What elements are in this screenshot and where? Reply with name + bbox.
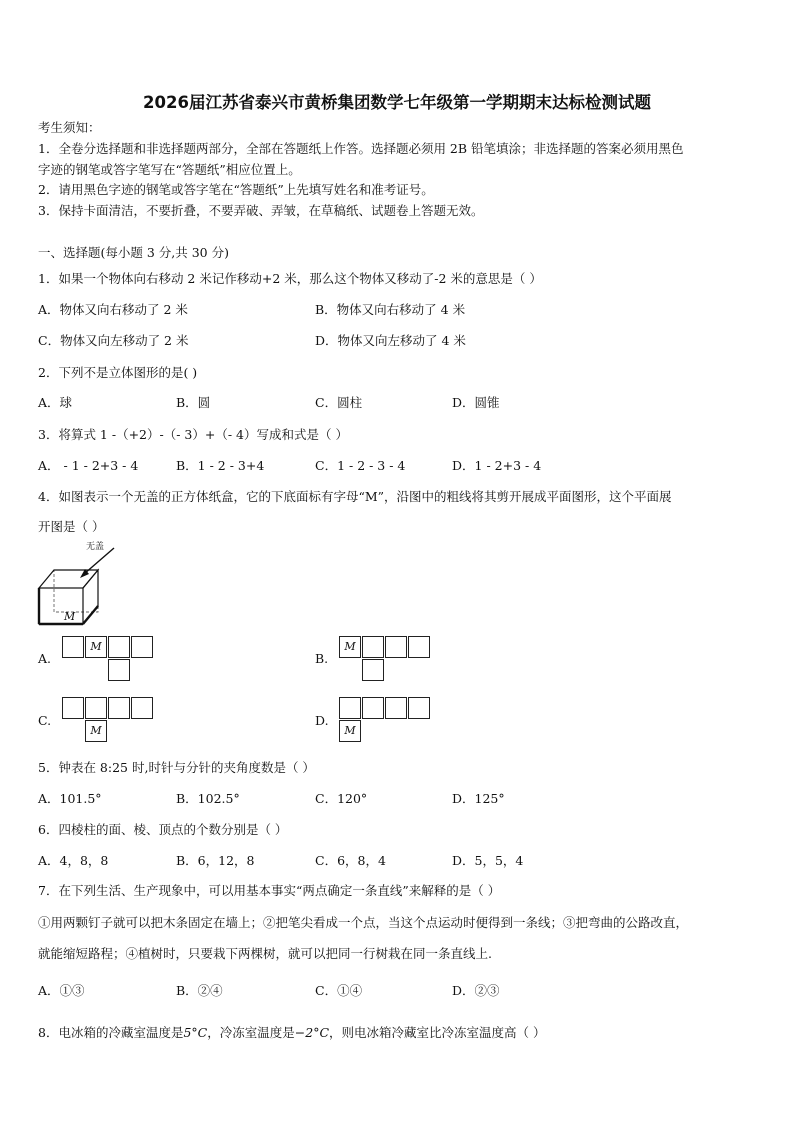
q1-option-d: D．物体又向左移动了 4 米 [315, 333, 466, 348]
q6-option-c: C．6，8，4 [315, 853, 386, 868]
temp-unit: °C [191, 1025, 208, 1040]
q5-option-b: B．102.5° [176, 791, 240, 806]
question-2-stem: 2．下列不是立体图形的是( ) [38, 365, 198, 380]
question-4-stem: 4．如图表示一个无盖的正方体纸盒，它的下底面标有字母“M”，沿图中的粗线将其剪开展成平面图形，这个平面展 [38, 489, 672, 504]
open-cube-figure [34, 540, 144, 628]
notice-item: 1．全卷分选择题和非选择题两部分，全部在答题纸上作答。选择题必须用 2B 铅笔填涂；非选择题的答案必须用黑色 [38, 141, 684, 156]
q8-text-3: ，则电冰箱冷藏室比冷冻室温度高（ ） [329, 1025, 546, 1040]
q6-option-a: A．4，8，8 [38, 853, 109, 868]
q4-net-b [339, 636, 433, 682]
notice-item: 3．保持卡面清洁，不要折叠，不要弄破、弄皱，在草稿纸、试题卷上答题无效。 [38, 203, 484, 218]
q6-option-b: B．6，12，8 [176, 853, 255, 868]
q4-option-c: C. [38, 713, 52, 728]
q7-option-b: B．②④ [176, 983, 223, 998]
q2-option-b: B．圆 [176, 395, 211, 410]
question-5-stem: 5．钟表在 8:25 时,时针与分针的夹角度数是（ ） [38, 760, 315, 775]
question-7-statements-cont: 就能缩短路程；④植树时，只要栽下两棵树，就可以把同一行树栽在同一条直线上. [38, 946, 492, 961]
no-lid-label: 无盖 [86, 542, 105, 552]
q3-option-d: D．1 - 2+3 - 4 [452, 458, 542, 473]
section-heading: 一、选择题(每小题 3 分,共 30 分) [38, 245, 229, 260]
q6-option-d: D．5，5，4 [452, 853, 524, 868]
cube-face-letter: M [64, 610, 76, 623]
q8-text-2: ，冷冻室温度是 [207, 1025, 295, 1040]
q5-option-d: D．125° [452, 791, 505, 806]
q2-option-d: D．圆锥 [452, 395, 500, 410]
notice-item: 2．请用黑色字迹的钢笔或答字笔在“答题纸”上先填写姓名和准考证号。 [38, 182, 434, 197]
q8-text-1: 8．电冰箱的冷藏室温度是 [38, 1025, 184, 1040]
question-4-stem-cont: 开图是（ ） [38, 519, 105, 534]
q4-option-a: A. [38, 651, 52, 666]
q4-net-a [62, 636, 156, 682]
q4-option-b: B. [315, 651, 329, 666]
q3-option-c: C．1 - 2 - 3 - 4 [315, 458, 406, 473]
q5-option-c: C．120° [315, 791, 368, 806]
q4-option-d: D. [315, 713, 329, 728]
question-8-stem [38, 1025, 546, 1041]
question-6-stem: 6．四棱柱的面、棱、顶点的个数分别是（ ） [38, 822, 288, 837]
net-face-m: M [85, 720, 107, 742]
freezer-temp-value: −2 [294, 1025, 314, 1040]
q2-option-a: A．球 [38, 395, 73, 410]
q3-option-b: B．1 - 2 - 3+4 [176, 458, 265, 473]
q7-option-a: A．①③ [38, 983, 85, 998]
net-face-m: M [339, 636, 361, 658]
q1-option-c: C．物体又向左移动了 2 米 [38, 333, 189, 348]
temp-unit: °C [313, 1025, 330, 1040]
q4-net-c [62, 697, 156, 743]
net-face-m: M [85, 636, 107, 658]
question-3-stem: 3．将算式 1 -（+2）-（- 3）+（- 4）写成和式是（ ） [38, 427, 348, 442]
notice-heading: 考生须知： [38, 120, 101, 135]
net-face-m: M [339, 720, 361, 742]
q2-option-c: C．圆柱 [315, 395, 363, 410]
question-7-statements: ①用两颗钉子就可以把木条固定在墙上；②把笔尖看成一个点，当这个点运动时便得到一条线；③把弯曲的公路改直， [38, 915, 689, 930]
question-7-stem: 7．在下列生活、生产现象中，可以用基本事实“两点确定一条直线”来解释的是（ ） [38, 883, 501, 898]
q1-option-b: B．物体又向右移动了 4 米 [315, 302, 466, 317]
q5-option-a: A．101.5° [38, 791, 102, 806]
notice-item: 字迹的钢笔或答字笔写在“答题纸”相应位置上。 [38, 162, 301, 177]
q7-option-c: C．①④ [315, 983, 363, 998]
q7-option-d: D．②③ [452, 983, 500, 998]
q4-net-d [339, 697, 433, 743]
page-title: 2026届江苏省泰兴市黄桥集团数学七年级第一学期期末达标检测试题 [143, 93, 651, 112]
q1-option-a: A．物体又向右移动了 2 米 [38, 302, 188, 317]
question-1-stem: 1．如果一个物体向右移动 2 米记作移动+2 米，那么这个物体又移动了-2 米的意思是（ ） [38, 271, 542, 286]
fridge-temp-value: 5 [183, 1025, 192, 1040]
q3-option-a: A． - 1 - 2+3 - 4 [38, 458, 139, 473]
